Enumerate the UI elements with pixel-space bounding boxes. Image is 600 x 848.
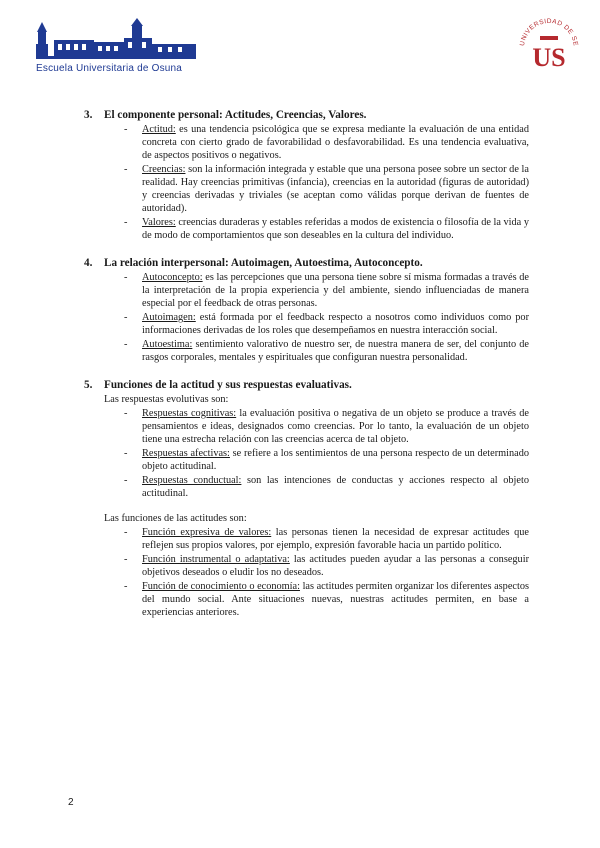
bullet-dash: - — [124, 448, 128, 459]
list-item — [124, 447, 530, 473]
list-item — [124, 338, 529, 364]
definition: creencias duraderas y estables referidas a modos de existencia o filosofía de la vida y de modo de comportamientos que son deseables en la cultura del individuo. — [142, 217, 529, 241]
term-actitud: Actitud: — [142, 124, 176, 135]
term-creencias: Creencias: — [142, 164, 186, 175]
section-title: Funciones de la actitud y sus respuestas evaluativas. — [104, 379, 352, 391]
definition: sentimiento valorativo de nuestro ser, de nuestra manera de ser, del conjunto de rasgos corporales, mentales y espirituales que configuran nuestra personalidad. — [142, 339, 529, 363]
term-respuestas-conductual: Respuestas conductual: — [142, 475, 242, 486]
list-item — [124, 474, 529, 500]
term-autoestima: Autoestima: — [142, 339, 193, 350]
definition: son la información integrada y estable que una persona posee sobre un sector de la realidad. Hay creencias primitivas (infancia), creencias en la autoridad (figuras de autoridad) y creencias derivadas y triviales (se aceptan como válidas porque derivan de fuentes de autoridad). — [142, 164, 529, 214]
definition: las actitudes pueden ayudar a las personas a conseguir objetivos deseados o eludir los no deseados. — [142, 554, 529, 578]
list-item — [124, 271, 529, 310]
term-respuestas-cognitivas: Respuestas cognitivas: — [142, 408, 237, 419]
term-autoimagen: Autoimagen: — [142, 312, 196, 323]
bullet-dash: - — [124, 312, 128, 323]
list-item — [124, 163, 529, 215]
section-heading — [84, 108, 527, 122]
section-number: 3. — [84, 109, 93, 121]
definition-list — [86, 407, 529, 500]
section-relacion-interpersonal — [86, 256, 529, 364]
term-funcion-expresiva: Función expresiva de valores: — [142, 527, 272, 538]
osuna-building-illustration — [32, 14, 202, 64]
universidad-sevilla-seal — [516, 12, 582, 78]
term-autoconcepto: Autoconcepto: — [142, 272, 203, 283]
bullet-dash: - — [124, 217, 128, 228]
bullet-dash: - — [124, 124, 128, 135]
page-header — [0, 0, 600, 90]
definition: las actitudes permiten organizar los diferentes aspectos del mundo social. Ante situaciones nuevas, nuestras actitudes permiten, en base a experiencias anteriores. — [142, 581, 529, 618]
definition-list — [86, 271, 529, 364]
definition: está formada por el feedback respecto a nosotros como individuos como por informaciones derivadas de los roles que desempeñamos en nuestra interacción social. — [142, 312, 529, 336]
list-item — [124, 407, 529, 446]
definition: la evaluación positiva o negativa de un objeto se produce a través de pensamientos e ideas, designados como creencias. Por lo tanto, la evaluación de un objeto tiene una estrecha relación con las creencias acerca de tal objeto. — [142, 408, 529, 445]
seal-arc-text: UNIVERSIDAD DE SE — [519, 17, 580, 47]
list-item — [124, 216, 529, 242]
term-valores: Valores: — [142, 217, 176, 228]
bullet-dash: - — [124, 475, 128, 486]
bullet-dash: - — [124, 527, 128, 538]
list-item — [124, 580, 529, 619]
school-name: Escuela Universitaria de Osuna — [36, 63, 183, 74]
definition: es las percepciones que una persona tiene sobre sí misma formadas a través de la interpretación de la propia experiencia y del ambiente, siendo influenciadas de manera especial por el feedback de otras personas. — [142, 272, 529, 309]
definition: es una tendencia psicológica que se expresa mediante la evaluación de una entidad concreta con cierto grado de favorabilidad o desfavorabilidad. Es una tendencia evaluativa, de aspectos positivos o negativos. — [142, 124, 529, 161]
intro-respuestas: Las respuestas evolutivas son: — [104, 394, 229, 405]
list-item — [124, 311, 529, 337]
list-item — [124, 526, 529, 552]
section-title: La relación interpersonal: Autoimagen, Autoestima, Autoconcepto. — [104, 257, 423, 269]
list-item — [124, 553, 529, 579]
definition: se refiere a los sentimientos de una persona respecto de un determinado objeto actitudinal. — [142, 448, 530, 472]
term-funcion-instrumental: Función instrumental o adaptativa: — [142, 554, 290, 565]
definition: las personas tienen la necesidad de expresar actitudes que reflejen sus propios valores, por ejemplo, expresión favorable hacia un partido político. — [142, 527, 529, 551]
bullet-dash: - — [124, 408, 128, 419]
bullet-dash: - — [124, 554, 128, 565]
term-funcion-conocimiento: Función de conocimiento o economía: — [142, 581, 300, 592]
page-number: 2 — [68, 797, 74, 808]
section-componente-personal — [86, 108, 529, 242]
section-number: 4. — [84, 257, 93, 269]
section-title: El componente personal: Actitudes, Creencias, Valores. — [104, 109, 367, 121]
bullet-dash: - — [124, 164, 128, 175]
section-funciones-actitud — [86, 378, 529, 619]
bullet-dash: - — [124, 339, 128, 350]
term-respuestas-afectivas: Respuestas afectivas: — [142, 448, 230, 459]
list-item — [124, 123, 529, 162]
definition-list — [86, 526, 529, 619]
section-number: 5. — [84, 379, 93, 391]
section-heading — [84, 256, 527, 270]
bullet-dash: - — [124, 581, 128, 592]
section-heading — [84, 378, 527, 392]
definition: son las intenciones de conductas y acciones respecto al objeto actitudinal. — [142, 475, 529, 499]
bullet-dash: - — [124, 272, 128, 283]
definition-list — [86, 123, 529, 242]
intro-funciones: Las funciones de las actitudes son: — [104, 513, 247, 524]
document-body — [86, 108, 529, 633]
seal-monogram: US — [532, 43, 566, 72]
